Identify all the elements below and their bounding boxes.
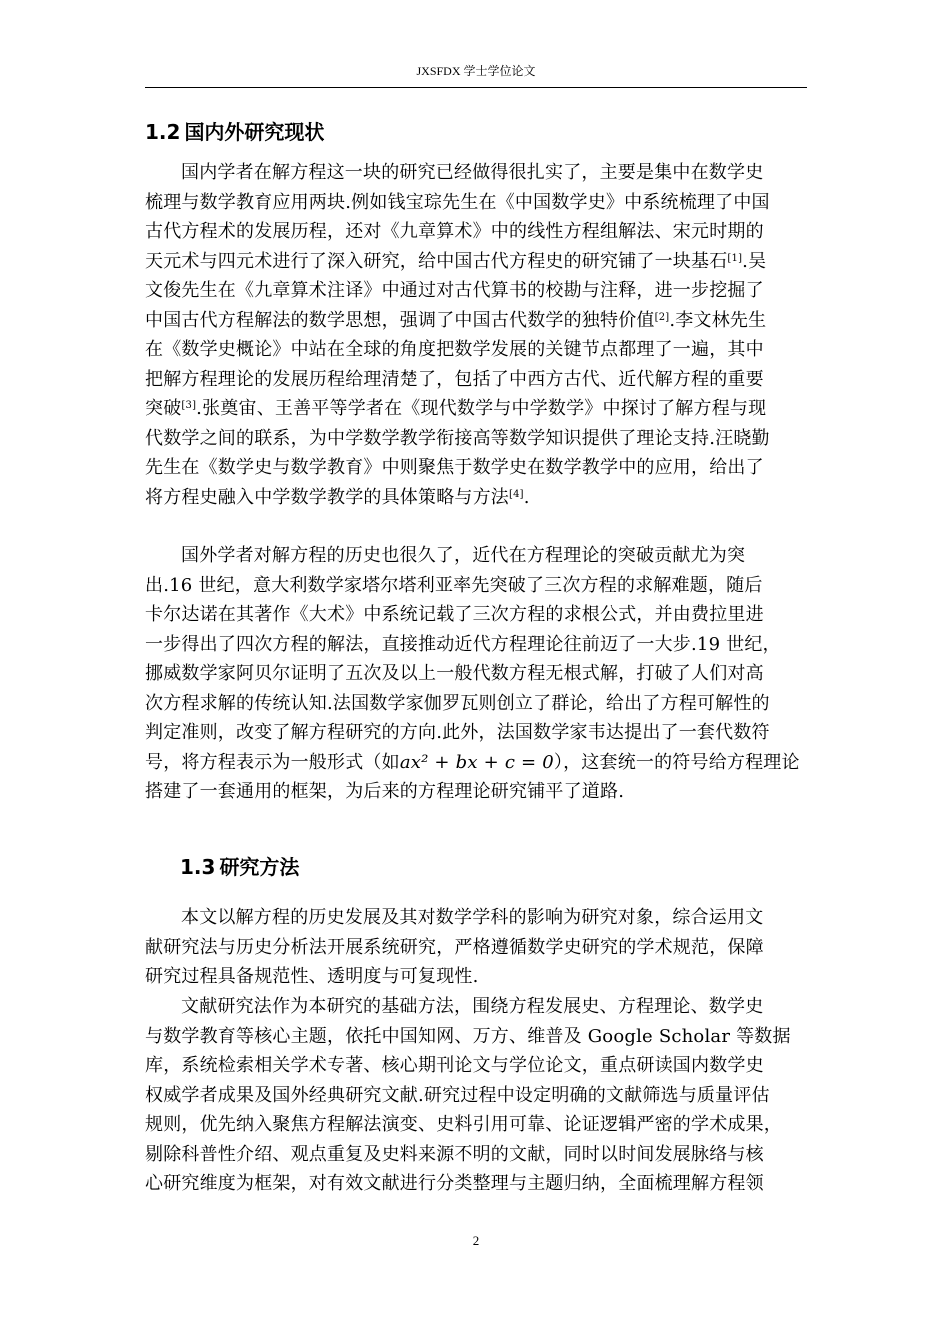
text-line: 文献研究法作为本研究的基础方法，围绕方程发展史、方程理论、数学史: [181, 996, 764, 1017]
text-line: 献研究法与历史分析法开展系统研究，严格遵循数学史研究的学术规范，保障: [145, 936, 764, 958]
paragraph-domestic-research: [145, 158, 809, 512]
text-line: 心研究维度为框架，对有效文献进行分类整理与主题归纳，全面梳理解方程领: [145, 1173, 764, 1194]
text-line: 搭建了一套通用的框架，为后来的方程理论研究铺平了道路.: [145, 781, 625, 802]
text-line: 出.16 世纪，意大利数学家塔尔塔利亚率先突破了三次方程的求解难题，随后: [145, 574, 763, 596]
text-line: 卡尔达诺在其著作《大术》中系统记载了三次方程的求根公式，并由费拉里进: [145, 604, 764, 625]
text-line: 号，将方程表示为一般形式（如ax² + bx + c = 0），这套统一的符号给方程理论: [145, 751, 800, 773]
paragraph-literature-method: [145, 992, 809, 1199]
text-line: 中国古代方程解法的数学思想，强调了中国古代数学的独特价值[2].李文林先生: [145, 309, 767, 331]
text-line: 先生在《数学史与数学教育》中则聚焦于数学史在数学教学中的应用，给出了: [145, 457, 764, 478]
text-line: 一步得出了四次方程的解法，直接推动近代方程理论往前迈了一大步.19 世纪，: [145, 633, 781, 655]
paragraph-methods-intro: [145, 903, 809, 992]
text-line: 挪威数学家阿贝尔证明了五次及以上一般代数方程无根式解，打破了人们对高: [145, 663, 764, 684]
citation-ref: [3]: [181, 400, 197, 411]
text-line: 梳理与数学教育应用两块.例如钱宝琮先生在《中国数学史》中系统梳理了中国: [145, 191, 770, 213]
page-number: 2: [472, 1233, 480, 1248]
text-line: 库，系统检索相关学术专著、核心期刊论文与学位论文，重点研读国内数学史: [145, 1055, 764, 1076]
text-line: 天元术与四元术进行了深入研究，给中国古代方程史的研究铺了一块基石[1].吴: [145, 250, 767, 272]
equation-general-form: ax² + bx + c = 0: [399, 751, 554, 773]
header-rule: [145, 87, 807, 88]
citation-ref: [2]: [654, 311, 670, 323]
text-line: 在《数学史概论》中站在全球的角度把数学发展的关键节点都理了一遍，其中: [145, 339, 764, 360]
text-line: 突破[3].张奠宙、王善平等学者在《现代数学与中学数学》中探讨了解方程与现: [145, 398, 767, 419]
section-heading-1-3: [180, 853, 299, 881]
paragraph-foreign-research: [145, 541, 809, 807]
text-line: 文俊先生在《九章算术注译》中通过对古代算书的校勘与注释，进一步挖掘了: [145, 280, 764, 301]
text-line: 本文以解方程的历史发展及其对数学学科的影响为研究对象，综合运用文: [181, 907, 764, 928]
citation-ref: [1]: [727, 252, 743, 264]
text-line: 代数学之间的联系，为中学数学教学衔接高等数学知识提供了理论支持.汪晓勤: [145, 427, 770, 449]
section-number: 1.2: [145, 120, 181, 144]
text-line: 规则，优先纳入聚焦方程解法演变、史料引用可靠、论证逻辑严密的学术成果，: [145, 1114, 782, 1135]
text-line: 次方程求解的传统认知.法国数学家伽罗瓦则创立了群论，给出了方程可解性的: [145, 692, 770, 714]
section-heading-1-2: [145, 118, 324, 146]
running-header: JXSFDX 学士学位论文: [416, 64, 536, 78]
text-line: 国内学者在解方程这一块的研究已经做得很扎实了，主要是集中在数学史: [181, 162, 764, 183]
text-line: 把解方程理论的发展历程给理清楚了，包括了中西方古代、近代解方程的重要: [145, 368, 764, 390]
text-line: 古代方程术的发展历程，还对《九章算术》中的线性方程组解法、宋元时期的: [145, 221, 764, 242]
text-line: 将方程史融入中学数学教学的具体策略与方法[4].: [145, 486, 530, 508]
citation-ref: [4]: [509, 488, 524, 500]
text-line: 研究过程具备规范性、透明度与可复现性.: [145, 966, 479, 987]
text-line: 国外学者对解方程的历史也很久了，近代在方程理论的突破贡献尤为突: [181, 545, 746, 566]
section-number: 1.3: [180, 855, 216, 879]
text-line: 判定准则，改变了解方程研究的方向.此外，法国数学家韦达提出了一套代数符: [145, 722, 770, 743]
section-title: 国内外研究现状: [184, 120, 325, 144]
section-title: 研究方法: [219, 855, 300, 879]
text-line: 与数学教育等核心主题，依托中国知网、万方、维普及 Google Scholar 等数据: [145, 1025, 791, 1047]
text-line: 权威学者成果及国外经典研究文献.研究过程中设定明确的文献筛选与质量评估: [145, 1084, 770, 1106]
text-line: 剔除科普性介绍、观点重复及史料来源不明的文献，同时以时间发展脉络与核: [145, 1143, 764, 1165]
